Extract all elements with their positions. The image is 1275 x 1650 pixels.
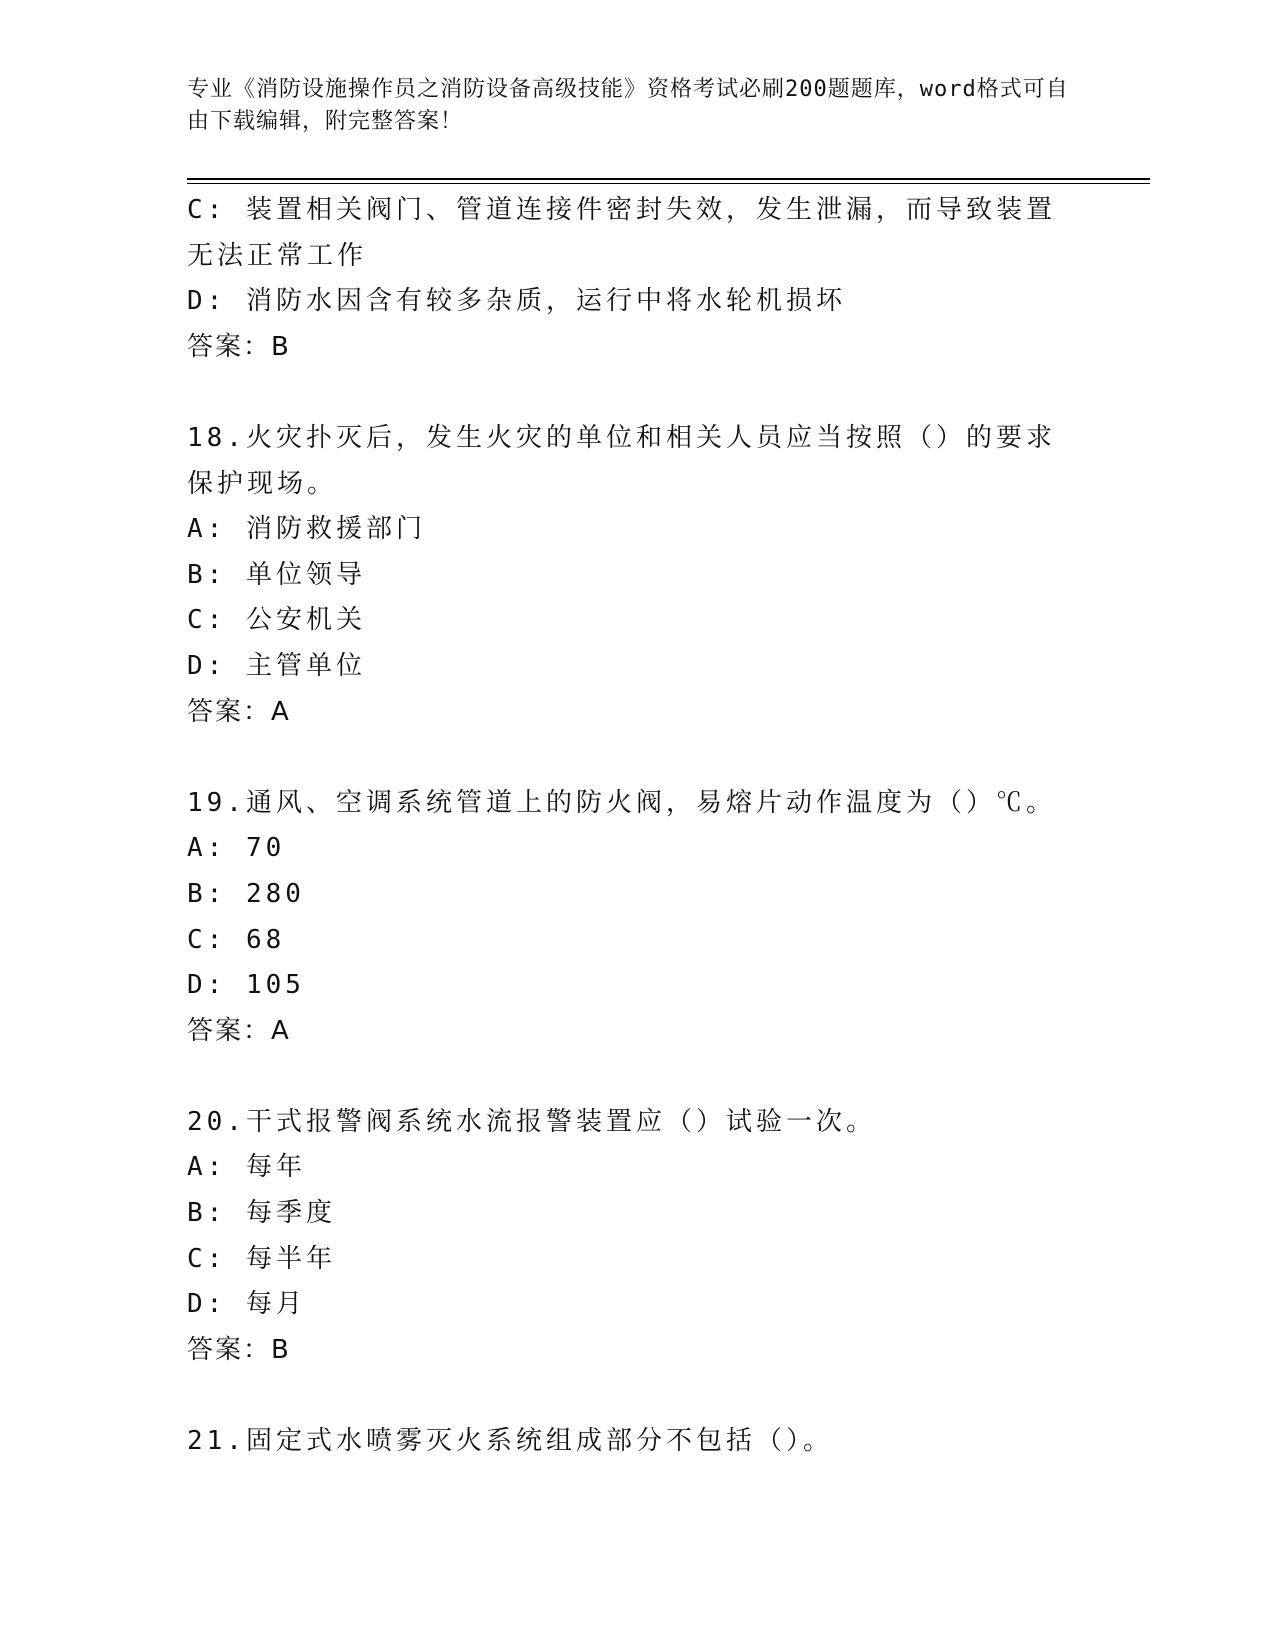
option-label: A:	[187, 1152, 227, 1183]
option-c	[187, 918, 1067, 964]
question-content	[187, 188, 1067, 1465]
option-text: 每季度	[245, 1198, 336, 1229]
question-stem: 20.干式报警阀系统水流报警装置应（）试验一次。	[187, 1106, 876, 1137]
option-text: 105	[245, 970, 305, 1001]
option-text: 公安机关	[245, 605, 366, 636]
spacer	[187, 370, 1067, 416]
option-label: D:	[187, 970, 227, 1001]
spacer	[187, 735, 1067, 781]
answer: 答案：A	[187, 696, 291, 727]
option-a	[187, 826, 1067, 872]
option-text: 消防救援部门	[245, 514, 426, 545]
question-stem: 21.固定式水喷雾灭火系统组成部分不包括（）。	[187, 1426, 833, 1457]
question-21	[187, 1419, 1067, 1465]
document-header	[187, 74, 1077, 138]
option-text: 每年	[245, 1152, 306, 1183]
answer: 答案：A	[187, 1015, 291, 1046]
option-label: A:	[187, 514, 227, 545]
option-text: 70	[245, 833, 286, 864]
header-title: 专业《消防设施操作员之消防设备高级技能》资格考试必刷200题题库，word格式可自由下载编辑，附完整答案！	[187, 77, 1069, 134]
answer: 答案：B	[187, 1334, 291, 1365]
question-19	[187, 781, 1067, 1055]
option-label: C:	[187, 605, 227, 636]
option-d	[187, 644, 1067, 690]
option-label: D:	[187, 1289, 227, 1320]
option-label: A:	[187, 833, 227, 864]
question-stem: 18.火灾扑灭后，发生火灾的单位和相关人员应当按照（）的要求保护现场。	[187, 422, 1056, 499]
spacer	[187, 1054, 1067, 1100]
question-20	[187, 1100, 1067, 1374]
option-label: B:	[187, 1198, 227, 1229]
prev-question	[187, 188, 1067, 370]
answer: 答案：B	[187, 331, 291, 362]
option-text: 装置相关阀门、管道连接件密封失效，发生泄漏，而导致装置无法正常工作	[187, 195, 1056, 271]
option-a	[187, 1145, 1067, 1191]
option-label: B:	[187, 878, 227, 909]
option-label: B:	[187, 559, 227, 590]
option-label: C:	[187, 195, 227, 225]
option-d	[187, 1282, 1067, 1328]
option-text: 单位领导	[245, 559, 366, 590]
option-text: 68	[245, 924, 286, 955]
option-b	[187, 872, 1067, 918]
option-label: D:	[187, 286, 227, 317]
header-rule-thick	[187, 178, 1150, 180]
option-b	[187, 1191, 1067, 1237]
option-text: 主管单位	[245, 650, 366, 681]
option-text: 每月	[245, 1289, 306, 1320]
option-label: D:	[187, 650, 227, 681]
option-text: 每半年	[245, 1243, 336, 1274]
option-text: 消防水因含有较多杂质，运行中将水轮机损坏	[245, 286, 846, 317]
option-text: 280	[245, 878, 305, 909]
option-b	[187, 553, 1067, 599]
option-c	[187, 188, 1067, 279]
option-label: C:	[187, 1243, 227, 1274]
option-c	[187, 598, 1067, 644]
option-label: C:	[187, 924, 227, 955]
option-d	[187, 963, 1067, 1009]
option-a	[187, 507, 1067, 553]
option-c	[187, 1237, 1067, 1283]
question-18	[187, 416, 1067, 735]
option-d	[187, 279, 1067, 325]
spacer	[187, 1373, 1067, 1419]
question-stem: 19.通风、空调系统管道上的防火阀，易熔片动作温度为（）℃。	[187, 787, 1056, 818]
header-rule-thin	[187, 183, 1150, 184]
